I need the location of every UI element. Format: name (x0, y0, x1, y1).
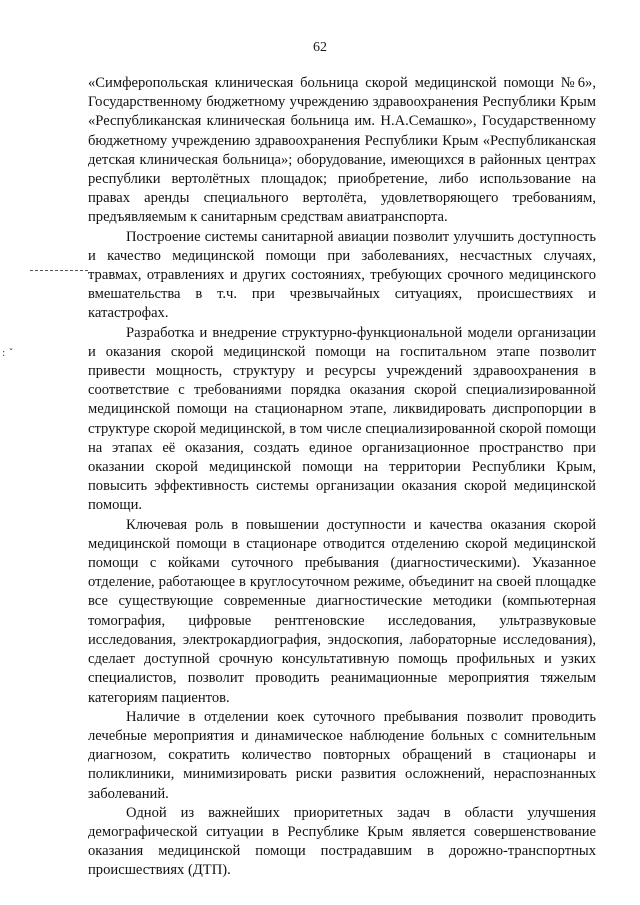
body-text (88, 74, 596, 881)
page-number: 62 (313, 40, 327, 55)
paragraph: Ключевая роль в повышении доступности и качества оказания скорой медицинской помощи в стационаре отводится отделению скорой медицинской помощи с койками суточного пребывания (диагностическими). Указанное отделение, работающее в круглосуточном режиме, объединит на своей площадке все существующие современные диагностические методики (компьютерная томография, цифровые рентгеновские исследования, ультразвуковые исследования, электрокардиография, эндоскопия, лабораторные исследования), сделает доступной срочную консультативную помощь профильных и узких специалистов, позволит проводить реанимационные мероприятия тяжелым категориям пациентов. (88, 516, 596, 706)
scan-margin-dash (30, 270, 88, 272)
paragraph: Наличие в отделении коек суточного пребывания позволит проводить лечебные мероприятия и динамическое наблюдение больных с сомнительным диагнозом, сократить количество повторных обращений в стационары и поликлиники, минимизировать риски развития осложнений, нераспознанных заболеваний. (88, 708, 596, 802)
paragraph: «Симферопольская клиническая больница скорой медицинской помощи №6», Государственному бюджетному учреждению здравоохранения Республики Крым «Республиканская клиническая больница им. Н.А.Семашко», Государственному бюджетному учреждению здравоохранения Республики Крым «Республиканская детская клиническая больница»; оборудование, имеющихся в районных центрах республики вертолётных площадок; приобретение, либо использование на правах аренды специального вертолёта, удовлетворяющего требованиям, предъявляемым к санитарным средствам авиатранспорта. (88, 75, 596, 226)
paragraph: Разработка и внедрение структурно-функциональной модели организации и оказания скорой медицинской помощи на госпитальном этапе позволит привести мощность, структуру и ресурсы учреждений здравоохранения в соответствие с требованиями порядка оказания скорой специализированной медицинской помощи на стационарном этапе, ликвидировать диспропорции в структуре скорой медицинской, в том числе специализированной скорой помощи на этапах её оказания, создать единое организационное пространство при оказании скорой медицинской помощи на территории Республики Крым, повысить эффективность системы организации оказания скорой медицинской помощи. (88, 324, 596, 514)
paragraph: Построение системы санитарной авиации позволит улучшить доступность и качество медицинской помощи при заболеваниях, несчастных случаях, травмах, отравлениях и других состояниях, требующих срочного медицинского вмешательства в т.ч. при чрезвычайных ситуациях, происшествиях и катастрофах. (88, 228, 596, 322)
paragraph: Одной из важнейших приоритетных задач в области улучшения демографической ситуации в Республике Крым является совершенствование оказания медицинской помощи пострадавшим в дорожно-транспортных происшествиях (ДТП). (88, 804, 596, 879)
scan-margin-tick-icon: : ˇ (2, 348, 14, 359)
